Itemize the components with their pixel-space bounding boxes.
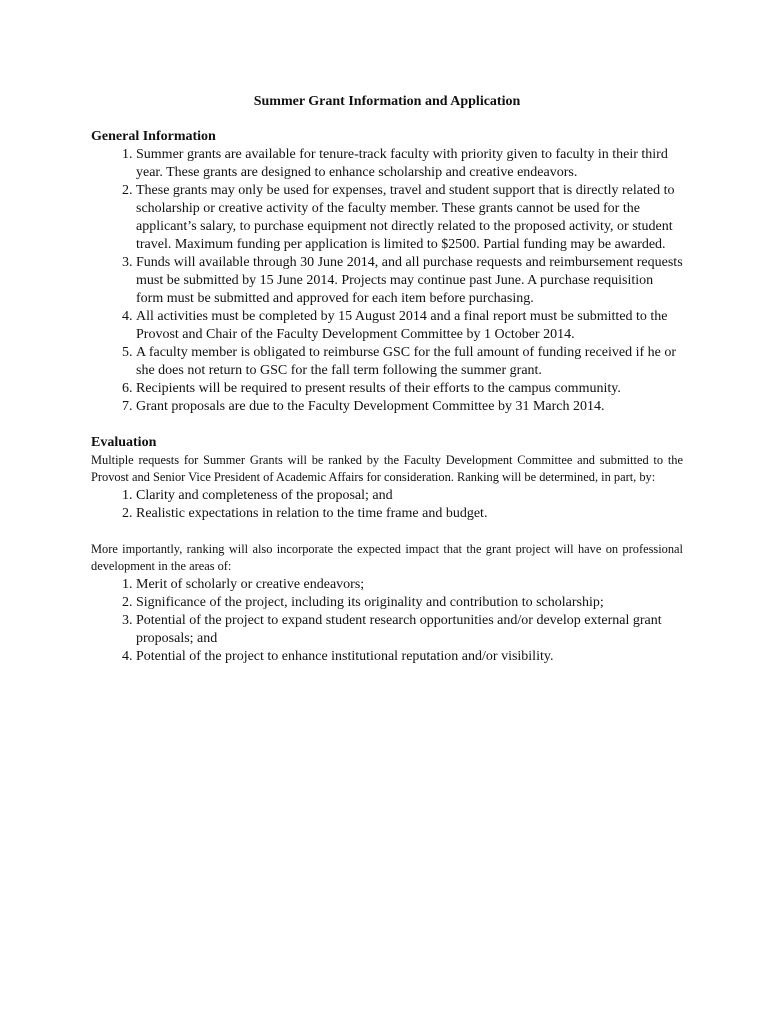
- evaluation-criteria-list: [91, 487, 683, 523]
- general-item-1: 1. Summer grants are available for tenure-track faculty with priority given to faculty in their third year. These grants are designed to enhance scholarship and creative endeavors.: [136, 146, 683, 182]
- criteria-item-1: 1. Clarity and completeness of the proposal; and: [136, 487, 683, 505]
- general-item-3: 3. Funds will available through 30 June 2014, and all purchase requests and reimbursement requests must be submitted by 15 June 2014. Projects may continue past June. A purchase requisition form must be submitted and approved for each item before purchasing.: [136, 254, 683, 308]
- impact-item-1: 1. Merit of scholarly or creative endeavors;: [136, 576, 683, 594]
- general-item-7: 7. Grant proposals are due to the Faculty Development Committee by 31 March 2014.: [136, 398, 683, 416]
- evaluation-heading: Evaluation: [91, 435, 157, 450]
- impact-intro: More importantly, ranking will also incorporate the expected impact that the grant project will have on professional development in the areas of:: [91, 541, 683, 574]
- impact-item-2: 2. Significance of the project, including its originality and contribution to scholarship;: [136, 594, 683, 612]
- impact-areas-list: [91, 576, 683, 666]
- document-page: [91, 92, 683, 666]
- general-item-5: 5. A faculty member is obligated to reimburse GSC for the full amount of funding received if he or she does not return to GSC for the fall term following the summer grant.: [136, 344, 683, 380]
- general-information-list: [91, 146, 683, 416]
- criteria-item-2: 2. Realistic expectations in relation to the time frame and budget.: [136, 505, 683, 523]
- impact-item-4: 4. Potential of the project to enhance institutional reputation and/or visibility.: [136, 648, 683, 666]
- general-item-2: 2. These grants may only be used for expenses, travel and student support that is directly related to scholarship or creative activity of the faculty member. These grants cannot be used for the applicant’s salary, to purchase equipment not directly related to the proposed activity, or student travel. Maximum funding per application is limited to $2500. Partial funding may be awarded.: [136, 182, 683, 254]
- document-title: Summer Grant Information and Application: [253, 94, 521, 109]
- impact-item-3: 3. Potential of the project to expand student research opportunities and/or develop external grant proposals; and: [136, 612, 683, 648]
- general-item-4: 4. All activities must be completed by 15 August 2014 and a final report must be submitted to the Provost and Chair of the Faculty Development Committee by 1 October 2014.: [136, 308, 683, 344]
- general-information-heading: General Information: [91, 129, 216, 144]
- general-item-6: 6. Recipients will be required to present results of their efforts to the campus community.: [136, 380, 683, 398]
- evaluation-intro: Multiple requests for Summer Grants will be ranked by the Faculty Development Committee and submitted to the Provost and Senior Vice President of Academic Affairs for consideration. Ranking will be determined, in part, by:: [91, 453, 683, 485]
